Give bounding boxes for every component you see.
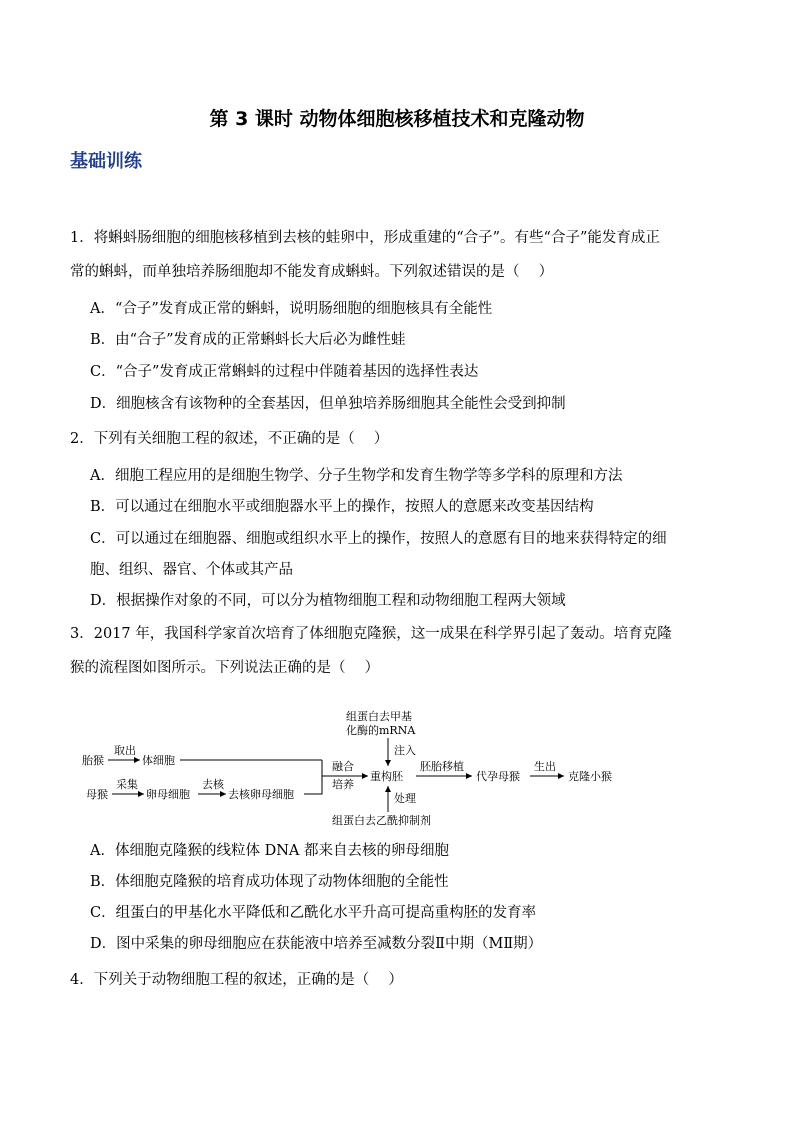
node-tixibao: 体细胞 (142, 754, 175, 767)
q2-option-b: B．可以通过在细胞水平或细胞器水平上的操作，按照人的意愿来改变基因结构 (90, 499, 594, 515)
q3-option-c: C．组蛋白的甲基化水平降低和乙酰化水平升高可提高重构胚的发育率 (90, 905, 537, 921)
q2-option-c-line1: C．可以通过在细胞器、细胞或组织水平上的操作，按照人的意愿有目的地来获得特定的细 (90, 531, 667, 547)
page-title: 第 3 课时 动物体细胞核移植技术和克隆动物 (209, 108, 585, 130)
label-peiyang: 培养 (332, 778, 354, 791)
q1-stem-line1: 1．将蝌蚪肠细胞的细胞核移植到去核的蛙卵中，形成重建的“合子”。有些“合子”能发育成正 (70, 230, 660, 246)
label-peitai: 胚胎移植 (420, 760, 464, 773)
label-mrna-line2: 化酶的mRNA (346, 724, 416, 737)
label-quchu: 取出 (114, 744, 136, 757)
label-ronghe: 融合 (332, 760, 354, 773)
label-mrna-line1: 组蛋白去甲基 (346, 710, 412, 723)
node-chonggou: 重构胚 (370, 770, 403, 783)
q4-stem: 4．下列关于动物细胞工程的叙述，正确的是（ ） (70, 972, 403, 988)
node-kelong: 克隆小猴 (568, 770, 612, 783)
q1-option-d: D．细胞核含有该物种的全套基因，但单独培养肠细胞其全能性会受到抑制 (90, 396, 566, 412)
label-shengchu: 生出 (534, 760, 556, 773)
q3-stem-line2: 猴的流程图如图所示。下列说法正确的是（ ） (70, 660, 380, 676)
q2-option-c-line2: 胞、组织、器官、个体或其产品 (90, 562, 293, 578)
cloning-flowchart (80, 708, 640, 828)
node-quheluan: 去核卵母细胞 (228, 788, 294, 801)
q2-option-d: D．根据操作对象的不同，可以分为植物细胞工程和动物细胞工程两大领域 (90, 593, 566, 609)
q2-option-a: A．细胞工程应用的是细胞生物学、分子生物学和发育生物学等多学科的原理和方法 (90, 468, 623, 484)
label-quhe: 去核 (202, 778, 224, 791)
q1-stem-line2: 常的蝌蚪，而单独培养肠细胞却不能发育成蝌蚪。下列叙述错误的是（ ） (70, 264, 554, 280)
section-heading: 基础训练 (70, 151, 142, 172)
node-daiyun: 代孕母猴 (476, 770, 520, 783)
node-muhou: 母猴 (86, 788, 108, 801)
q3-stem-line1: 3．2017 年，我国科学家首次培育了体细胞克隆猴，这一成果在科学界引起了轰动。培育克隆 (70, 626, 672, 642)
q3-option-b: B．体细胞克隆猴的培育成功体现了动物体细胞的全能性 (90, 874, 449, 890)
label-caiji: 采集 (116, 778, 138, 791)
node-taihou: 胎猴 (82, 754, 104, 767)
label-yizhiji: 组蛋白去乙酰抑制剂 (332, 814, 431, 827)
q1-option-a: A．“合子”发育成正常的蝌蚪，说明肠细胞的细胞核具有全能性 (90, 301, 493, 317)
label-chuli: 处理 (394, 792, 416, 805)
label-zhuru: 注入 (394, 744, 416, 757)
q2-stem: 2．下列有关细胞工程的叙述，不正确的是（ ） (70, 431, 389, 447)
q3-option-a: A．体细胞克隆猴的线粒体 DNA 都来自去核的卵母细胞 (90, 843, 449, 859)
q3-option-d: D．图中采集的卵母细胞应在获能液中培养至减数分裂Ⅱ中期（MⅡ期） (90, 936, 543, 952)
q1-option-c: C．“合子”发育成正常蝌蚪的过程中伴随着基因的选择性表达 (90, 364, 479, 380)
q1-option-b: B．由“合子”发育成的正常蝌蚪长大后必为雌性蛙 (90, 332, 406, 348)
node-luanmu: 卵母细胞 (146, 788, 190, 801)
merge-bracket (304, 760, 322, 794)
